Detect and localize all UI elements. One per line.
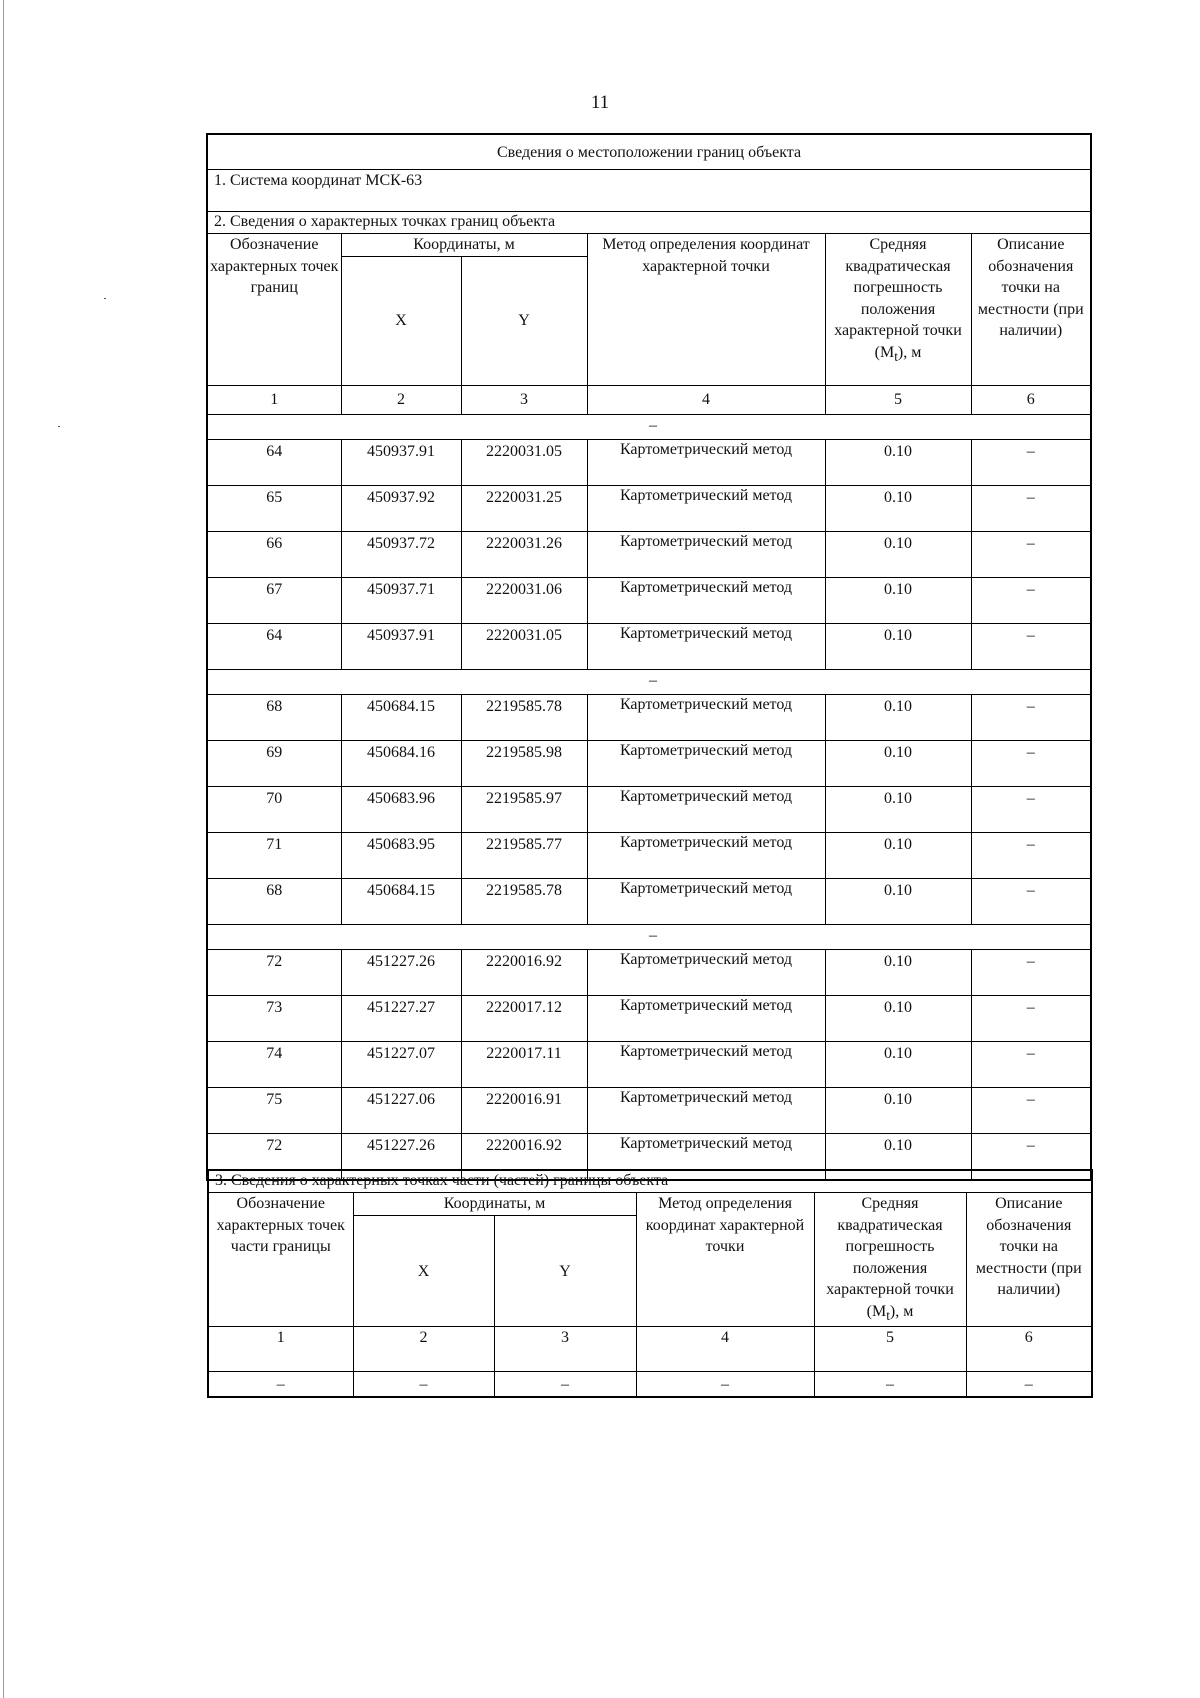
part-table-row [208,1372,1092,1398]
part-header-error [814,1193,966,1327]
method: Картометрический метод [587,623,825,669]
coord-y: 2219585.78 [461,878,587,924]
description: – [971,740,1091,786]
coord-x: 451227.26 [341,1133,461,1180]
table-title: Сведения о местоположении границ объекта [207,134,1091,170]
coord-x: 451227.26 [341,949,461,995]
group-separator-row [207,924,1091,949]
part-coord-y: – [494,1372,636,1398]
part-description: – [966,1372,1092,1398]
description: – [971,531,1091,577]
method: Картометрический метод [587,531,825,577]
method: Картометрический метод [587,1087,825,1133]
header-designation: Обозначение характерных точек границ [207,234,341,386]
error-value: 0.10 [825,832,971,878]
group-separator-row [207,414,1091,439]
error-value: 0.10 [825,439,971,485]
point-number: 74 [207,1041,341,1087]
description: – [971,995,1091,1041]
table-row [207,995,1091,1041]
header-error [825,234,971,386]
error-value: 0.10 [825,577,971,623]
error-value: 0.10 [825,1087,971,1133]
table-row [207,577,1091,623]
column-number: 6 [971,385,1091,414]
method: Картометрический метод [587,1041,825,1087]
coord-y: 2219585.97 [461,786,587,832]
error-value: 0.10 [825,1041,971,1087]
error-value: 0.10 [825,485,971,531]
table-row [207,740,1091,786]
table-row [207,832,1091,878]
column-number: 3 [494,1327,636,1372]
method: Картометрический метод [587,949,825,995]
method: Картометрический метод [587,485,825,531]
coord-y: 2220031.25 [461,485,587,531]
method: Картометрический метод [587,740,825,786]
point-number: 64 [207,439,341,485]
table-row [207,949,1091,995]
error-value: 0.10 [825,995,971,1041]
table-row [207,1041,1091,1087]
part-header-error-text: Средняя квадратическая погрешность положения характерной точки $(M_t)$, м [826,1195,954,1323]
coord-x: 451227.27 [341,995,461,1041]
coord-x: 450937.92 [341,485,461,531]
part-method: – [636,1372,814,1398]
table-row [207,786,1091,832]
header-y: Y [461,256,587,385]
description: – [971,485,1091,531]
point-number: 68 [207,694,341,740]
table-row [207,1087,1091,1133]
point-number: 69 [207,740,341,786]
point-number: 75 [207,1087,341,1133]
method: Картометрический метод [587,694,825,740]
coord-y: 2220016.92 [461,949,587,995]
column-number: 3 [461,385,587,414]
part-header-x: X [353,1216,494,1327]
column-number: 4 [636,1327,814,1372]
section-2-title: 2. Сведения о характерных точках границ объекта [207,212,1091,234]
description: – [971,1133,1091,1180]
part-error-value: – [814,1372,966,1398]
coordinate-system: 1. Система координат МСК-63 [207,170,1091,212]
description: – [971,439,1091,485]
method: Картометрический метод [587,786,825,832]
point-number: 66 [207,531,341,577]
coord-y: 2220017.12 [461,995,587,1041]
coord-x: 450937.72 [341,531,461,577]
point-number: 72 [207,1133,341,1180]
method: Картометрический метод [587,577,825,623]
description: – [971,878,1091,924]
coord-y: 2220016.91 [461,1087,587,1133]
error-value: 0.10 [825,694,971,740]
point-number: 68 [207,878,341,924]
header-x: X [341,256,461,385]
coord-x: 450937.71 [341,577,461,623]
scan-edge-line [3,0,4,1698]
scan-speck [104,298,106,299]
header-coordinates: Координаты, м [341,234,587,257]
coord-y: 2220016.92 [461,1133,587,1180]
error-value: 0.10 [825,878,971,924]
description: – [971,1041,1091,1087]
part-header-coordinates: Координаты, м [353,1193,636,1216]
scan-speck [58,426,60,427]
column-number: 6 [966,1327,1092,1372]
boundary-points-table [206,133,1092,1181]
group-separator: – [207,924,1091,949]
column-number: 1 [208,1327,353,1372]
description: – [971,832,1091,878]
part-header-description: Описание обозначения точки на местности (при наличии) [966,1193,1092,1327]
coord-y: 2219585.98 [461,740,587,786]
coord-x: 451227.07 [341,1041,461,1087]
error-value: 0.10 [825,740,971,786]
description: – [971,694,1091,740]
error-value: 0.10 [825,786,971,832]
part-header-method: Метод определения координат характерной точки [636,1193,814,1327]
part-coord-x: – [353,1372,494,1398]
part-header-y: Y [494,1216,636,1327]
column-number: 5 [825,385,971,414]
description: – [971,1087,1091,1133]
coord-x: 450937.91 [341,439,461,485]
table-row [207,485,1091,531]
error-value: 0.10 [825,1133,971,1180]
coord-y: 2219585.78 [461,694,587,740]
coord-x: 450683.96 [341,786,461,832]
table-row [207,623,1091,669]
point-number: 64 [207,623,341,669]
error-value: 0.10 [825,949,971,995]
method: Картометрический метод [587,995,825,1041]
method: Картометрический метод [587,878,825,924]
point-number: 65 [207,485,341,531]
group-separator-row [207,669,1091,694]
point-number: 70 [207,786,341,832]
part-header-designation: Обозначение характерных точек части границы [208,1193,353,1327]
column-number: 2 [353,1327,494,1372]
column-number: 1 [207,385,341,414]
column-number: 2 [341,385,461,414]
coord-x: 450937.91 [341,623,461,669]
header-method: Метод определения координат характерной точки [587,234,825,386]
coord-x: 451227.06 [341,1087,461,1133]
part-point-number: – [208,1372,353,1398]
page-number: 11 [590,92,610,113]
coord-x: 450684.15 [341,878,461,924]
coord-x: 450683.95 [341,832,461,878]
part-boundary-points-table [207,1169,1093,1398]
group-separator: – [207,414,1091,439]
point-number: 73 [207,995,341,1041]
error-value: 0.10 [825,531,971,577]
table-row [207,694,1091,740]
method: Картометрический метод [587,439,825,485]
error-value: 0.10 [825,623,971,669]
column-number: 4 [587,385,825,414]
table-row [207,531,1091,577]
table-row [207,439,1091,485]
coord-y: 2219585.77 [461,832,587,878]
coord-x: 450684.16 [341,740,461,786]
description: – [971,949,1091,995]
description: – [971,623,1091,669]
point-number: 71 [207,832,341,878]
coord-y: 2220031.06 [461,577,587,623]
point-number: 72 [207,949,341,995]
coord-y: 2220017.11 [461,1041,587,1087]
group-separator: – [207,669,1091,694]
method: Картометрический метод [587,832,825,878]
point-number: 67 [207,577,341,623]
method: Картометрический метод [587,1133,825,1180]
coord-y: 2220031.05 [461,623,587,669]
section-3-title: 3. Сведения о характерных точках части (частей) границы объекта [208,1170,1092,1193]
description: – [971,786,1091,832]
table-row [207,878,1091,924]
description: – [971,577,1091,623]
coord-y: 2220031.05 [461,439,587,485]
header-error-text: Средняя квадратическая погрешность положения характерной точки $(M_t)$, м [834,236,962,364]
header-description: Описание обозначения точки на местности (при наличии) [971,234,1091,386]
coord-y: 2220031.26 [461,531,587,577]
column-number: 5 [814,1327,966,1372]
coord-x: 450684.15 [341,694,461,740]
